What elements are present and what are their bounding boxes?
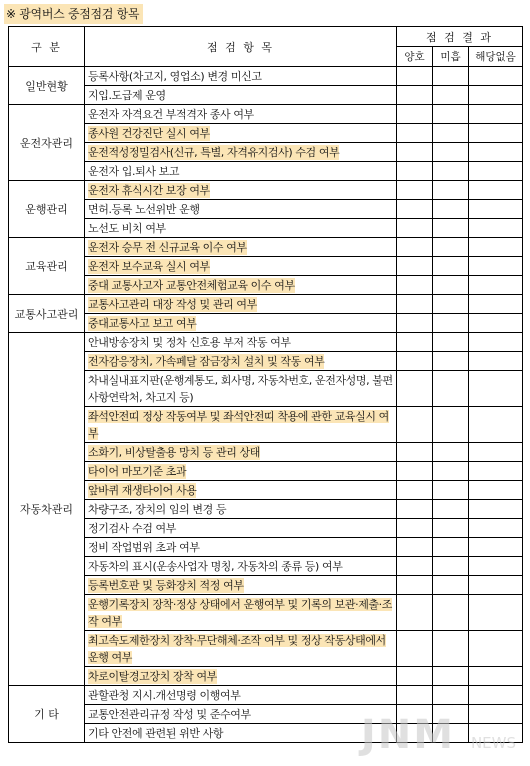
table-row: [9, 181, 523, 200]
table-row: [9, 519, 523, 538]
result-na-cell[interactable]: [469, 200, 523, 219]
result-good-cell[interactable]: [397, 200, 433, 219]
result-poor-cell[interactable]: [433, 162, 469, 181]
result-good-cell[interactable]: [397, 162, 433, 181]
page-title: ※ 광역버스 중점점검 항목: [4, 4, 143, 24]
result-poor-cell[interactable]: [433, 595, 469, 631]
check-item-text: 좌석안전띠 정상 작동여부 및 좌석안전띠 착용에 관한 교육실시 여부: [88, 409, 389, 440]
result-good-cell[interactable]: [397, 67, 433, 86]
table-row: [9, 667, 523, 686]
result-good-cell[interactable]: [397, 314, 433, 333]
result-poor-cell[interactable]: [433, 257, 469, 276]
table-row: [9, 595, 523, 631]
result-poor-cell[interactable]: [433, 276, 469, 295]
result-good-cell[interactable]: [397, 333, 433, 352]
result-good-cell[interactable]: [397, 557, 433, 576]
result-na-cell[interactable]: [469, 352, 523, 371]
result-good-cell[interactable]: [397, 443, 433, 462]
result-na-cell[interactable]: [469, 667, 523, 686]
table-row: [9, 686, 523, 705]
inspection-table-body: [9, 67, 523, 743]
table-row: [9, 105, 523, 124]
table-row: [9, 200, 523, 219]
check-item-text: 종사원 건강진단 실시 여부: [88, 126, 210, 140]
table-row: [9, 443, 523, 462]
check-item-cell: [85, 724, 397, 743]
category-cell: 기 타: [9, 686, 85, 743]
table-row: [9, 143, 523, 162]
result-poor-cell[interactable]: [433, 538, 469, 557]
result-good-cell[interactable]: [397, 295, 433, 314]
check-item-cell: [85, 219, 397, 238]
check-item-cell: [85, 276, 397, 295]
check-item-text: 타이어 마모기준 초과: [88, 464, 187, 478]
check-item-cell: [85, 105, 397, 124]
result-na-cell[interactable]: [469, 557, 523, 576]
result-na-cell[interactable]: [469, 631, 523, 667]
table-row: [9, 407, 523, 443]
table-row: [9, 238, 523, 257]
result-na-cell[interactable]: [469, 333, 523, 352]
result-good-cell[interactable]: [397, 667, 433, 686]
check-item-text: 운전자 입.퇴사 보고: [88, 164, 180, 178]
check-item-text: 운전자 승무 전 신규교육 이수 여부: [88, 240, 247, 254]
result-na-cell[interactable]: [469, 519, 523, 538]
table-row: [9, 219, 523, 238]
result-poor-cell[interactable]: [433, 314, 469, 333]
result-poor-cell[interactable]: [433, 143, 469, 162]
result-poor-cell[interactable]: [433, 371, 469, 407]
check-item-cell: [85, 238, 397, 257]
check-item-cell: [85, 576, 397, 595]
check-item-text: 정기검사 수검 여부: [88, 521, 177, 535]
check-item-cell: [85, 462, 397, 481]
check-item-cell: [85, 257, 397, 276]
check-item-cell: [85, 162, 397, 181]
check-item-cell: [85, 352, 397, 371]
result-good-cell[interactable]: [397, 352, 433, 371]
result-na-cell[interactable]: [469, 371, 523, 407]
check-item-text: 운전자 휴식시간 보장 여부: [88, 183, 210, 197]
check-item-text: 앞바퀴 재생타이어 사용: [88, 483, 197, 497]
check-item-text: 중대교통사고 보고 여부: [88, 316, 197, 330]
check-item-text: 전자감응장치, 가속페달 잠금장치 설치 및 작동 여부: [88, 354, 325, 368]
header-result: 점 검 결 과: [397, 27, 523, 47]
result-poor-cell[interactable]: [433, 124, 469, 143]
check-item-text: 교통안전관리규정 작성 및 준수여부: [88, 707, 251, 721]
result-poor-cell[interactable]: [433, 557, 469, 576]
check-item-cell: [85, 371, 397, 407]
table-row: [9, 86, 523, 105]
check-item-cell: [85, 500, 397, 519]
result-good-cell[interactable]: [397, 143, 433, 162]
result-good-cell[interactable]: [397, 500, 433, 519]
result-na-cell[interactable]: [469, 538, 523, 557]
check-item-cell: [85, 481, 397, 500]
category-cell: 자동차관리: [9, 333, 85, 686]
table-row: [9, 557, 523, 576]
check-item-text: 운행기록장치 장착·정상 상태에서 운행여부 및 기록의 보관·제출·조작 여부: [88, 597, 392, 628]
result-na-cell[interactable]: [469, 257, 523, 276]
table-row: [9, 538, 523, 557]
category-cell: 운전자관리: [9, 105, 85, 181]
result-poor-cell[interactable]: [433, 105, 469, 124]
check-item-text: 정비 작업범위 초과 여부: [88, 540, 200, 554]
table-row: [9, 462, 523, 481]
result-good-cell[interactable]: [397, 276, 433, 295]
table-row: [9, 333, 523, 352]
result-na-cell[interactable]: [469, 276, 523, 295]
check-item-text: 면허.등록 노선위반 운행: [88, 202, 200, 216]
check-item-cell: [85, 181, 397, 200]
result-na-cell[interactable]: [469, 314, 523, 333]
result-good-cell[interactable]: [397, 519, 433, 538]
inspection-table: [8, 26, 523, 743]
check-item-cell: [85, 519, 397, 538]
check-item-cell: [85, 200, 397, 219]
result-poor-cell[interactable]: [433, 67, 469, 86]
result-poor-cell[interactable]: [433, 238, 469, 257]
result-poor-cell[interactable]: [433, 181, 469, 200]
check-item-cell: [85, 86, 397, 105]
check-item-text: 기타 안전에 관련된 위반 사항: [88, 726, 224, 740]
result-na-cell[interactable]: [469, 124, 523, 143]
watermark-sub: NEWS: [470, 734, 516, 752]
watermark-main: JNM: [360, 712, 455, 758]
check-item-cell: [85, 631, 397, 667]
result-poor-cell[interactable]: [433, 462, 469, 481]
result-poor-cell[interactable]: [433, 519, 469, 538]
check-item-cell: [85, 67, 397, 86]
result-good-cell[interactable]: [397, 462, 433, 481]
table-row: [9, 276, 523, 295]
check-item-cell: [85, 443, 397, 462]
table-row: [9, 295, 523, 314]
table-row: [9, 257, 523, 276]
category-cell: 교육관리: [9, 238, 85, 295]
check-item-text: 운전자 자격요건 부적격자 종사 여부: [88, 107, 254, 121]
header-item: 점 검 항 목: [85, 27, 397, 67]
result-good-cell[interactable]: [397, 538, 433, 557]
table-row: [9, 67, 523, 86]
result-good-cell[interactable]: [397, 576, 433, 595]
result-poor-cell[interactable]: [433, 295, 469, 314]
result-poor-cell[interactable]: [433, 576, 469, 595]
table-row: [9, 162, 523, 181]
result-na-cell[interactable]: [469, 407, 523, 443]
header-poor: 미흡: [433, 47, 469, 67]
check-item-text: 소화기, 비상탈출용 망치 등 관리 상태: [88, 445, 260, 459]
check-item-text: 운전적성정밀검사(신규, 특별, 자격유지검사) 수검 여부: [88, 145, 340, 159]
result-na-cell[interactable]: [469, 105, 523, 124]
table-row: [9, 124, 523, 143]
result-na-cell[interactable]: [469, 462, 523, 481]
result-good-cell[interactable]: [397, 257, 433, 276]
header-na: 해당없음: [469, 47, 523, 67]
result-na-cell[interactable]: [469, 162, 523, 181]
check-item-cell: [85, 705, 397, 724]
result-poor-cell[interactable]: [433, 333, 469, 352]
result-poor-cell[interactable]: [433, 500, 469, 519]
result-na-cell[interactable]: [469, 143, 523, 162]
result-good-cell[interactable]: [397, 371, 433, 407]
table-row: [9, 500, 523, 519]
result-poor-cell[interactable]: [433, 631, 469, 667]
check-item-text: 차량구조, 장치의 임의 변경 등: [88, 502, 227, 516]
check-item-text: 차내실내표지판(운행계통도, 회사명, 자동차번호, 운전자성명, 불편사항연락처, 차고지 등): [88, 373, 393, 404]
watermark: [361, 712, 516, 758]
result-poor-cell[interactable]: [433, 219, 469, 238]
result-poor-cell[interactable]: [433, 667, 469, 686]
check-item-cell: [85, 595, 397, 631]
result-good-cell[interactable]: [397, 124, 433, 143]
result-good-cell[interactable]: [397, 86, 433, 105]
result-poor-cell[interactable]: [433, 407, 469, 443]
check-item-cell: [85, 124, 397, 143]
result-good-cell[interactable]: [397, 219, 433, 238]
check-item-cell: [85, 333, 397, 352]
category-cell: 운행관리: [9, 181, 85, 238]
table-row: [9, 314, 523, 333]
result-good-cell[interactable]: [397, 105, 433, 124]
result-poor-cell[interactable]: [433, 443, 469, 462]
result-na-cell[interactable]: [469, 219, 523, 238]
result-good-cell[interactable]: [397, 238, 433, 257]
result-good-cell[interactable]: [397, 181, 433, 200]
result-na-cell[interactable]: [469, 481, 523, 500]
result-na-cell[interactable]: [469, 686, 523, 705]
table-row: [9, 371, 523, 407]
check-item-text: 교통사고관리 대장 작성 및 관리 여부: [88, 297, 257, 311]
table-row: [9, 576, 523, 595]
table-row: [9, 352, 523, 371]
check-item-cell: [85, 686, 397, 705]
check-item-text: 등록번호판 및 등화장치 적정 여부: [88, 578, 244, 592]
result-na-cell[interactable]: [469, 295, 523, 314]
table-row: [9, 631, 523, 667]
result-good-cell[interactable]: [397, 595, 433, 631]
check-item-text: 등록사항(차고지, 영업소) 변경 미신고: [88, 69, 262, 83]
check-item-cell: [85, 295, 397, 314]
check-item-cell: [85, 667, 397, 686]
check-item-text: 노선도 비치 여부: [88, 221, 166, 235]
header-good: 양호: [397, 47, 433, 67]
result-poor-cell[interactable]: [433, 86, 469, 105]
check-item-cell: [85, 557, 397, 576]
result-good-cell[interactable]: [397, 686, 433, 705]
check-item-text: 중대 교통사고자 교통안전체험교육 이수 여부: [88, 278, 295, 292]
check-item-cell: [85, 407, 397, 443]
check-item-text: 지입.도급제 운영: [88, 88, 166, 102]
result-na-cell[interactable]: [469, 500, 523, 519]
check-item-cell: [85, 143, 397, 162]
result-good-cell[interactable]: [397, 481, 433, 500]
header-category: 구 분: [9, 27, 85, 67]
result-na-cell[interactable]: [469, 67, 523, 86]
result-good-cell[interactable]: [397, 631, 433, 667]
result-na-cell[interactable]: [469, 443, 523, 462]
check-item-cell: [85, 314, 397, 333]
result-na-cell[interactable]: [469, 595, 523, 631]
check-item-text: 운전자 보수교육 실시 여부: [88, 259, 210, 273]
result-good-cell[interactable]: [397, 407, 433, 443]
category-cell: 교통사고관리: [9, 295, 85, 333]
table-row: [9, 481, 523, 500]
check-item-text: 안내방송장치 및 정차 신호용 부저 작동 여부: [88, 335, 291, 349]
result-poor-cell[interactable]: [433, 481, 469, 500]
check-item-cell: [85, 538, 397, 557]
result-poor-cell[interactable]: [433, 686, 469, 705]
check-item-text: 차로이탈경고장치 장착 여부: [88, 669, 217, 683]
result-na-cell[interactable]: [469, 86, 523, 105]
check-item-text: 관할관청 지시.개선명령 이행여부: [88, 688, 241, 702]
result-na-cell[interactable]: [469, 576, 523, 595]
result-na-cell[interactable]: [469, 181, 523, 200]
category-cell: 일반현황: [9, 67, 85, 105]
check-item-text: 최고속도제한장치 장착·무단해체·조작 여부 및 정상 작동상태에서 운행 여부: [88, 633, 386, 664]
result-poor-cell[interactable]: [433, 200, 469, 219]
check-item-text: 자동차의 표시(운송사업자 명칭, 자동차의 종류 등) 여부: [88, 559, 343, 573]
result-na-cell[interactable]: [469, 238, 523, 257]
result-poor-cell[interactable]: [433, 352, 469, 371]
